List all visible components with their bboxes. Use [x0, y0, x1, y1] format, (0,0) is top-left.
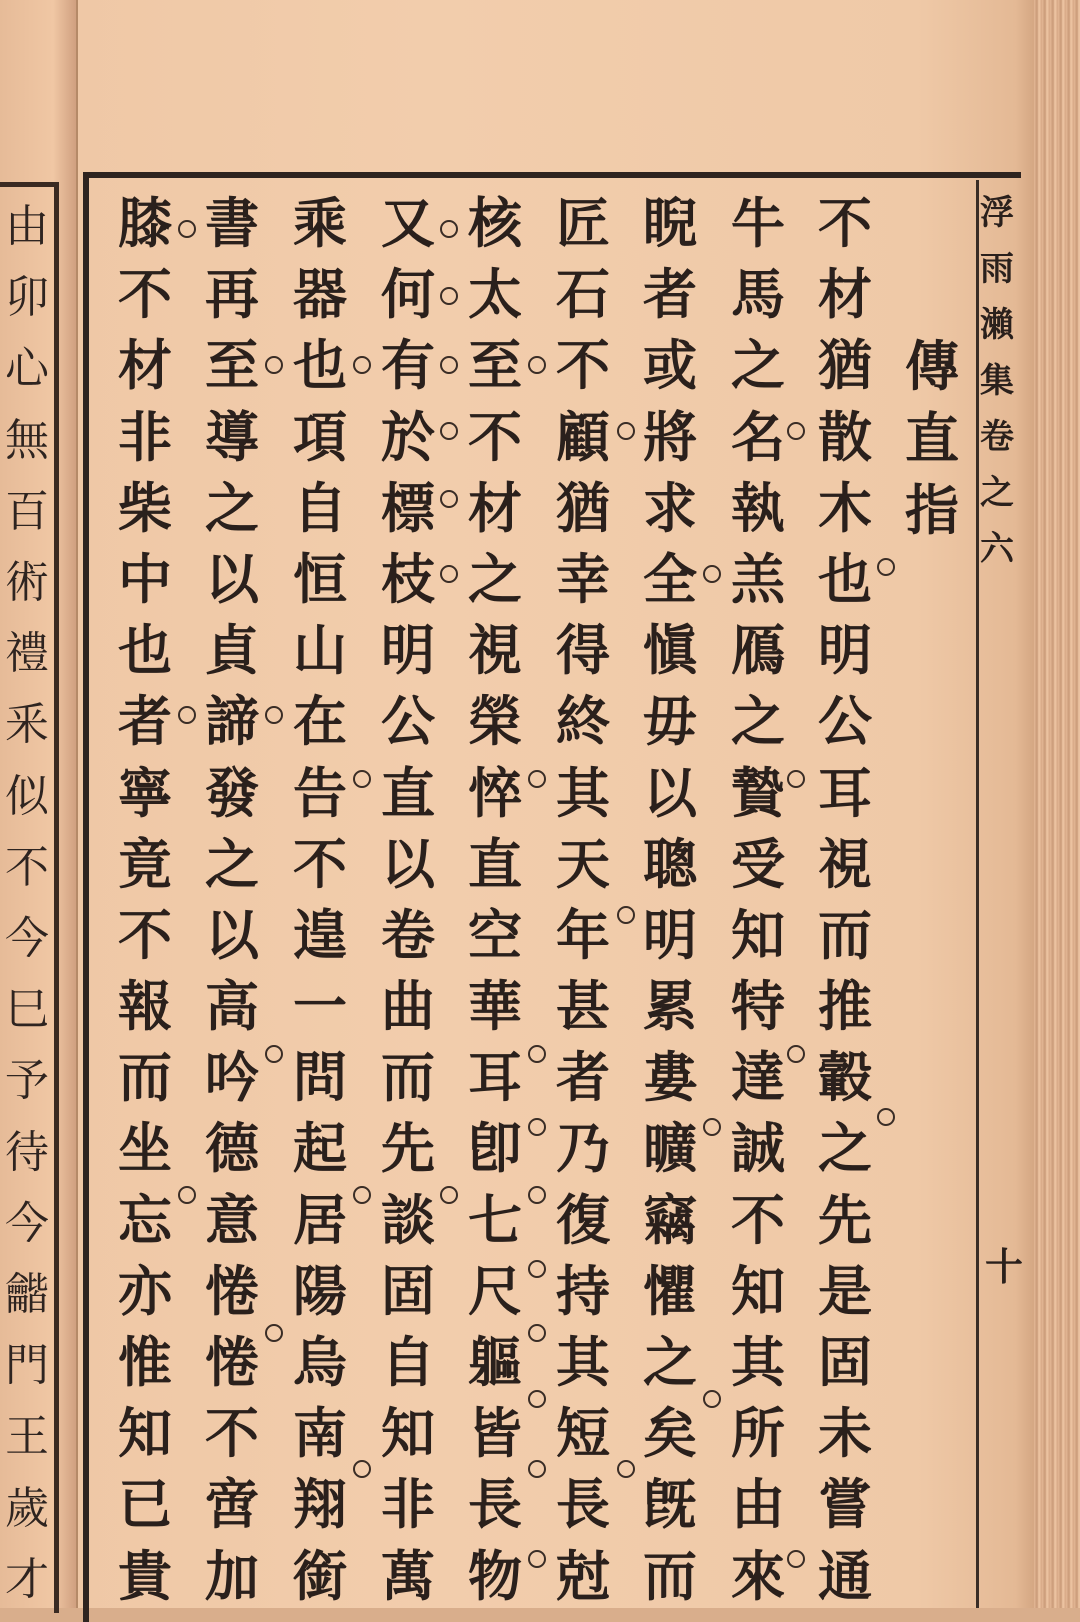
text-char: 吟: [205, 1045, 259, 1110]
punctuation-circle: [178, 1186, 196, 1204]
text-char: 之: [818, 1116, 872, 1181]
text-char: 之: [205, 475, 259, 540]
text-char: 之: [731, 689, 785, 754]
text-char: 諦: [205, 689, 259, 754]
gutter-line: [976, 180, 979, 1608]
text-char: 尺: [468, 1258, 522, 1323]
punctuation-circle: [265, 1324, 283, 1342]
heading-char: 指: [905, 478, 959, 542]
text-char: 自: [381, 1330, 435, 1394]
text-char: 匠: [556, 191, 610, 255]
punctuation-circle: [353, 770, 371, 788]
text-char: 累: [643, 974, 697, 1039]
text-char: 尅: [556, 1543, 610, 1608]
text-char: 而: [643, 1543, 697, 1608]
text-char: 之: [643, 1330, 697, 1394]
text-char: 之: [731, 333, 785, 398]
punctuation-circle: [353, 1460, 371, 1478]
text-char: 婁: [643, 1045, 697, 1110]
gutter-title-char: 六: [980, 529, 1014, 569]
text-char: 贄: [731, 760, 785, 825]
text-char: 卷: [381, 902, 435, 967]
punctuation-circle: [265, 1045, 283, 1063]
gutter-title-char: 浮: [980, 193, 1014, 233]
text-char: 執: [731, 475, 785, 540]
text-char: 以: [643, 760, 697, 825]
text-char: 知: [731, 1258, 785, 1323]
text-char: 寧: [118, 760, 172, 825]
text-char: 不: [556, 333, 610, 398]
punctuation-circle: [787, 1550, 805, 1568]
text-char: 也: [293, 333, 347, 398]
text-char: 非: [118, 404, 172, 469]
text-char: 不: [731, 1187, 785, 1252]
punctuation-circle: [440, 356, 458, 374]
text-char: 不: [293, 831, 347, 896]
text-column: [543, 188, 623, 1612]
text-char: 其: [731, 1330, 785, 1394]
text-column: [280, 188, 360, 1612]
text-char: 軀: [468, 1330, 522, 1394]
punctuation-circle: [178, 706, 196, 724]
text-char: 誠: [731, 1116, 785, 1181]
text-char: 標: [381, 475, 435, 540]
text-char: 曠: [643, 1116, 697, 1181]
text-char: 或: [643, 333, 697, 398]
text-char: 問: [293, 1045, 347, 1110]
text-char: 求: [643, 475, 697, 540]
punctuation-circle: [528, 1390, 546, 1408]
text-char: 而: [818, 902, 872, 967]
punctuation-circle: [703, 1390, 721, 1408]
gutter-title-char: 卷: [980, 417, 1014, 457]
text-char: 居: [293, 1187, 347, 1252]
text-char: 達: [731, 1045, 785, 1110]
previous-page-char: 才: [5, 1553, 49, 1605]
text-char: 先: [818, 1187, 872, 1252]
text-char: 散: [818, 404, 872, 469]
text-char: 在: [293, 689, 347, 754]
text-char: 明: [643, 902, 697, 967]
punctuation-circle: [265, 356, 283, 374]
text-char: 通: [818, 1543, 872, 1608]
previous-page-char: 予: [5, 1055, 49, 1107]
text-char: 知: [731, 902, 785, 967]
text-char: 再: [205, 262, 259, 327]
punctuation-circle: [353, 356, 371, 374]
text-char: 器: [293, 262, 347, 327]
text-char: 非: [381, 1472, 435, 1537]
text-char: 也: [118, 618, 172, 683]
text-column: [718, 188, 798, 1612]
previous-page-char: 今: [5, 1197, 49, 1249]
text-char: 特: [731, 974, 785, 1039]
text-char: 材: [118, 333, 172, 398]
text-char: 恒: [293, 546, 347, 611]
text-char: 其: [556, 1330, 610, 1394]
text-char: 全: [643, 546, 697, 611]
text-char: 而: [381, 1045, 435, 1110]
text-char: 公: [818, 689, 872, 754]
text-column: [105, 188, 185, 1612]
punctuation-circle: [528, 1460, 546, 1478]
text-char: 以: [205, 546, 259, 611]
previous-page-char: 不: [5, 841, 49, 893]
text-char: 物: [468, 1543, 522, 1608]
text-char: 有: [381, 333, 435, 398]
text-char: 年: [556, 902, 610, 967]
text-char: 亦: [118, 1258, 172, 1323]
text-char: 啻: [205, 1472, 259, 1537]
text-char: 鴈: [731, 618, 785, 683]
text-char: 視: [818, 831, 872, 896]
text-char: 惟: [118, 1330, 172, 1394]
previous-page-char: 今: [5, 913, 49, 964]
text-char: 牛: [731, 191, 785, 255]
punctuation-circle: [440, 1186, 458, 1204]
text-char: 惓: [205, 1330, 259, 1394]
punctuation-circle: [528, 1550, 546, 1568]
text-char: 枝: [381, 546, 435, 611]
text-char: 者: [118, 689, 172, 754]
heading-char: 傳: [905, 334, 959, 398]
text-char: 耳: [818, 760, 872, 825]
text-char: 者: [556, 1045, 610, 1110]
text-char: 短: [556, 1401, 610, 1466]
text-char: 矣: [643, 1401, 697, 1466]
text-char: 視: [468, 618, 522, 683]
punctuation-circle: [440, 565, 458, 583]
punctuation-circle: [528, 770, 546, 788]
text-char: 知: [381, 1401, 435, 1466]
text-char: 報: [118, 974, 172, 1039]
punctuation-circle: [787, 770, 805, 788]
text-char: 書: [205, 191, 259, 255]
punctuation-circle: [617, 422, 635, 440]
gutter-title-char: 集: [980, 361, 1014, 401]
text-char: 終: [556, 689, 610, 754]
gutter-title-char: 瀨: [980, 305, 1014, 345]
text-char: 猶: [556, 475, 610, 540]
text-column: [630, 188, 710, 1612]
text-char: 來: [731, 1543, 785, 1608]
text-char: 曲: [381, 974, 435, 1039]
text-char: 中: [118, 546, 172, 611]
previous-page-char: 心: [5, 343, 49, 395]
text-char: 公: [381, 689, 435, 754]
punctuation-circle: [440, 422, 458, 440]
punctuation-circle: [528, 1324, 546, 1342]
text-char: 懼: [643, 1258, 697, 1323]
text-char: 石: [556, 262, 610, 327]
text-char: 之: [468, 546, 522, 611]
punctuation-circle: [703, 1118, 721, 1136]
text-char: 以: [381, 831, 435, 896]
text-char: 以: [205, 902, 259, 967]
text-char: 山: [293, 618, 347, 683]
punctuation-circle: [353, 1186, 371, 1204]
text-char: 導: [205, 404, 259, 469]
text-char: 復: [556, 1187, 610, 1252]
text-char: 嘗: [818, 1472, 872, 1537]
text-char: 木: [818, 475, 872, 540]
text-char: 直: [381, 760, 435, 825]
text-char: 耳: [468, 1045, 522, 1110]
text-char: 華: [468, 974, 522, 1039]
text-char: 睨: [643, 191, 697, 255]
text-char: 幸: [556, 546, 610, 611]
text-char: 又: [381, 191, 435, 255]
gutter-page-number: 十: [985, 1244, 1024, 1289]
text-char: 至: [205, 333, 259, 398]
text-char: 毋: [643, 689, 697, 754]
text-char: 竊: [643, 1187, 697, 1252]
text-char: 發: [205, 760, 259, 825]
text-char: 於: [381, 404, 435, 469]
text-char: 悴: [468, 760, 522, 825]
punctuation-circle: [787, 1045, 805, 1063]
text-char: 何: [381, 262, 435, 327]
punctuation-circle: [528, 1260, 546, 1278]
punctuation-circle: [877, 1108, 895, 1126]
text-char: 膝: [118, 191, 172, 255]
previous-page-char: 釆: [5, 699, 49, 751]
text-char: 名: [731, 404, 785, 469]
section-heading: [892, 330, 972, 546]
text-char: 至: [468, 333, 522, 398]
text-char: 明: [818, 618, 872, 683]
text-column: [192, 188, 272, 1612]
punctuation-circle: [440, 490, 458, 508]
text-char: 其: [556, 760, 610, 825]
previous-page-char: 百: [5, 485, 49, 537]
text-char: 陽: [293, 1258, 347, 1323]
previous-page-char: 歲: [5, 1482, 49, 1534]
text-char: 馬: [731, 262, 785, 327]
text-char: 受: [731, 831, 785, 896]
punctuation-circle: [528, 1045, 546, 1063]
text-char: 貞: [205, 618, 259, 683]
text-char: 固: [381, 1258, 435, 1323]
text-char: 南: [293, 1401, 347, 1466]
text-char: 是: [818, 1258, 872, 1323]
text-char: 天: [556, 831, 610, 896]
punctuation-circle: [528, 1118, 546, 1136]
text-char: 者: [643, 262, 697, 327]
text-char: 固: [818, 1330, 872, 1394]
previous-page-char: 似: [5, 770, 49, 822]
previous-page-char: 待: [5, 1126, 49, 1178]
text-char: 由: [731, 1472, 785, 1537]
text-char: 知: [118, 1401, 172, 1466]
text-char: 猶: [818, 333, 872, 398]
text-char: 愼: [643, 618, 697, 683]
gutter-title-char: 雨: [980, 249, 1014, 289]
text-char: 長: [468, 1472, 522, 1537]
previous-page-char: 無: [5, 414, 49, 466]
gutter-title: [982, 185, 1012, 577]
previous-page-char: 巳: [5, 984, 49, 1036]
text-char: 已: [118, 1472, 172, 1537]
punctuation-circle: [617, 906, 635, 924]
text-char: 項: [293, 404, 347, 469]
text-char: 不: [468, 404, 522, 469]
text-char: 轂: [818, 1045, 872, 1110]
text-char: 貴: [118, 1543, 172, 1608]
previous-page-border: [0, 182, 59, 1613]
text-char: 柴: [118, 475, 172, 540]
text-char: 忘: [118, 1187, 172, 1252]
punctuation-circle: [440, 287, 458, 305]
previous-page-char: 卯: [5, 272, 49, 324]
text-char: 七: [468, 1187, 522, 1252]
text-char: 意: [205, 1187, 259, 1252]
text-char: 持: [556, 1258, 610, 1323]
punctuation-circle: [178, 220, 196, 238]
text-char: 聰: [643, 831, 697, 896]
text-char: 之: [205, 831, 259, 896]
previous-page-char: 門: [5, 1340, 49, 1392]
text-char: 太: [468, 262, 522, 327]
text-char: 卽: [468, 1116, 522, 1181]
punctuation-circle: [703, 565, 721, 583]
text-char: 萬: [381, 1543, 435, 1608]
text-char: 不: [205, 1401, 259, 1466]
text-char: 明: [381, 618, 435, 683]
text-char: 不: [118, 262, 172, 327]
previous-page-char: 術: [5, 557, 49, 608]
text-char: 烏: [293, 1330, 347, 1394]
text-char: 長: [556, 1472, 610, 1537]
text-char: 顧: [556, 404, 610, 469]
text-char: 竟: [118, 831, 172, 896]
text-char: 遑: [293, 902, 347, 967]
text-char: 材: [468, 475, 522, 540]
text-char: 核: [468, 191, 522, 255]
text-char: 旣: [643, 1472, 697, 1537]
text-char: 得: [556, 618, 610, 683]
punctuation-circle: [528, 356, 546, 374]
punctuation-circle: [265, 706, 283, 724]
gutter-title-char: 之: [980, 473, 1014, 513]
page-edges: [1034, 0, 1080, 1608]
text-char: 也: [818, 546, 872, 611]
text-char: 先: [381, 1116, 435, 1181]
text-column: [368, 188, 448, 1612]
previous-page-char: 龤: [5, 1269, 49, 1320]
text-char: 空: [468, 902, 522, 967]
text-char: 榮: [468, 689, 522, 754]
text-char: 皆: [468, 1401, 522, 1466]
punctuation-circle: [877, 558, 895, 576]
previous-page-char: 由: [5, 201, 49, 252]
text-char: 甚: [556, 974, 610, 1039]
text-char: 所: [731, 1401, 785, 1466]
punctuation-circle: [440, 220, 458, 238]
heading-char: 直: [905, 406, 959, 470]
text-char: 起: [293, 1116, 347, 1181]
text-char: 不: [118, 902, 172, 967]
text-char: 乃: [556, 1116, 610, 1181]
text-char: 自: [293, 475, 347, 540]
text-char: 談: [381, 1187, 435, 1252]
text-char: 告: [293, 760, 347, 825]
text-char: 將: [643, 404, 697, 469]
text-char: 高: [205, 974, 259, 1039]
text-char: 而: [118, 1045, 172, 1110]
text-column: [455, 188, 535, 1612]
previous-page-char: 禮: [5, 628, 49, 680]
text-char: 惓: [205, 1258, 259, 1323]
text-char: 羔: [731, 546, 785, 611]
text-char: 直: [468, 831, 522, 896]
text-char: 乘: [293, 191, 347, 255]
previous-page-strip: [0, 0, 78, 1608]
punctuation-circle: [528, 1186, 546, 1204]
text-char: 德: [205, 1116, 259, 1181]
text-char: 銜: [293, 1543, 347, 1608]
previous-page-char: 王: [5, 1411, 49, 1463]
punctuation-circle: [617, 1460, 635, 1478]
text-char: 未: [818, 1401, 872, 1466]
text-char: 坐: [118, 1116, 172, 1181]
punctuation-circle: [787, 422, 805, 440]
text-char: 不: [818, 191, 872, 255]
text-char: 加: [205, 1543, 259, 1608]
text-char: 一: [293, 974, 347, 1039]
text-char: 推: [818, 974, 872, 1039]
text-char: 翔: [293, 1472, 347, 1537]
text-char: 材: [818, 262, 872, 327]
text-column: [805, 188, 885, 1612]
